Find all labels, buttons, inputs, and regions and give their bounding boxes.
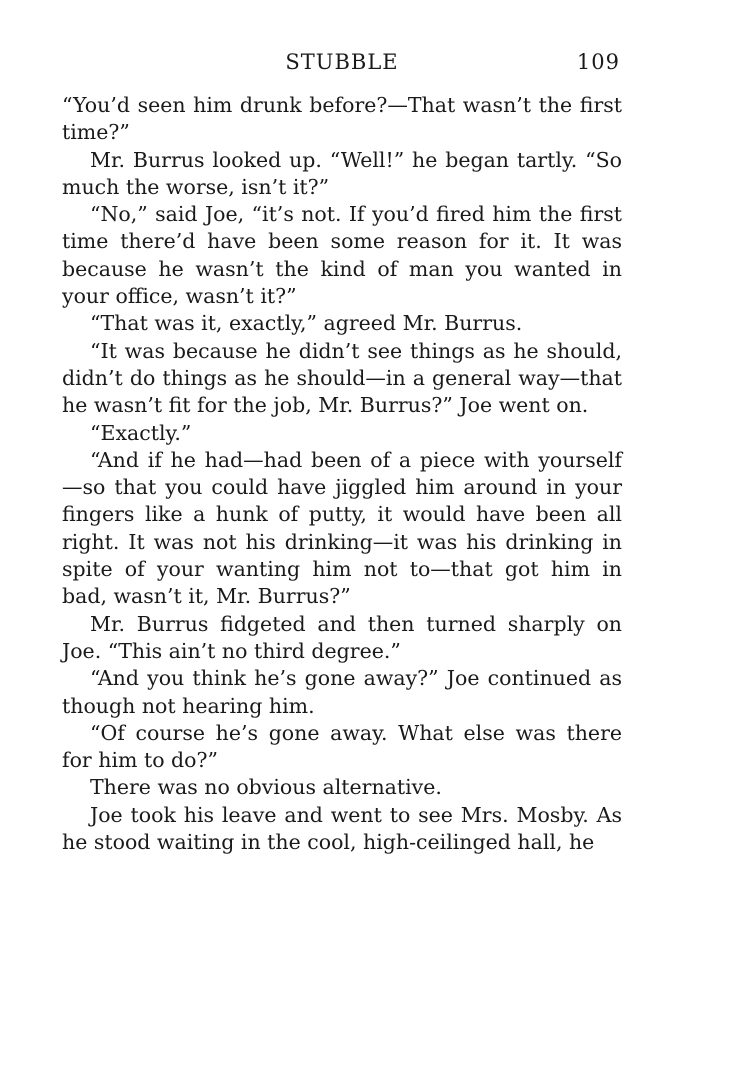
running-title: STUBBLE	[285, 50, 399, 74]
paragraph: Mr. Burrus looked up. “Well!” he began tartly. “So much the worse, isn’t it?”	[62, 147, 622, 199]
running-head	[62, 50, 622, 80]
paragraph: “And you think he’s gone away?” Joe continued as though not hearing him.	[62, 666, 622, 718]
paragraph: “No,” said Joe, “it’s not. If you’d fired him the first time there’d have been some reason for it. It was because he wasn’t the kind of man you wanted in your office, wasn’t it?”	[62, 202, 622, 309]
body-text	[62, 92, 622, 856]
paragraph: “Exactly.”	[90, 420, 192, 445]
paragraph: “Of course he’s gone away. What else was there for him to do?”	[62, 720, 622, 773]
paragraph: There was no obvious alternative.	[90, 775, 442, 800]
paragraph: Mr. Burrus fidgeted and then turned sharply on Joe. “This ain’t no third degree.”	[62, 611, 622, 663]
paragraph: “And if he had—had been of a piece with yourself—so that you could have jiggled him around in your fingers like a hunk of putty, it would have been all right. It was not his drinking—it was his drinking in spite of your wanting him not to—that got him in bad, wasn’t it, Mr. Burrus?”	[62, 447, 622, 609]
page-number: 109	[576, 50, 620, 74]
paragraph: “You’d seen him drunk before?—That wasn’t the first time?”	[62, 93, 622, 145]
paragraph: Joe took his leave and went to see Mrs. Mosby. As he stood waiting in the cool, high-ceilinged hall, he	[62, 802, 622, 855]
paragraph: “That was it, exactly,” agreed Mr. Burrus.	[90, 311, 523, 336]
paragraph: “It was because he didn’t see things as he should, didn’t do things as he should—in a general way—that he wasn’t fit for the job, Mr. Burrus?” Joe went on.	[62, 338, 622, 418]
